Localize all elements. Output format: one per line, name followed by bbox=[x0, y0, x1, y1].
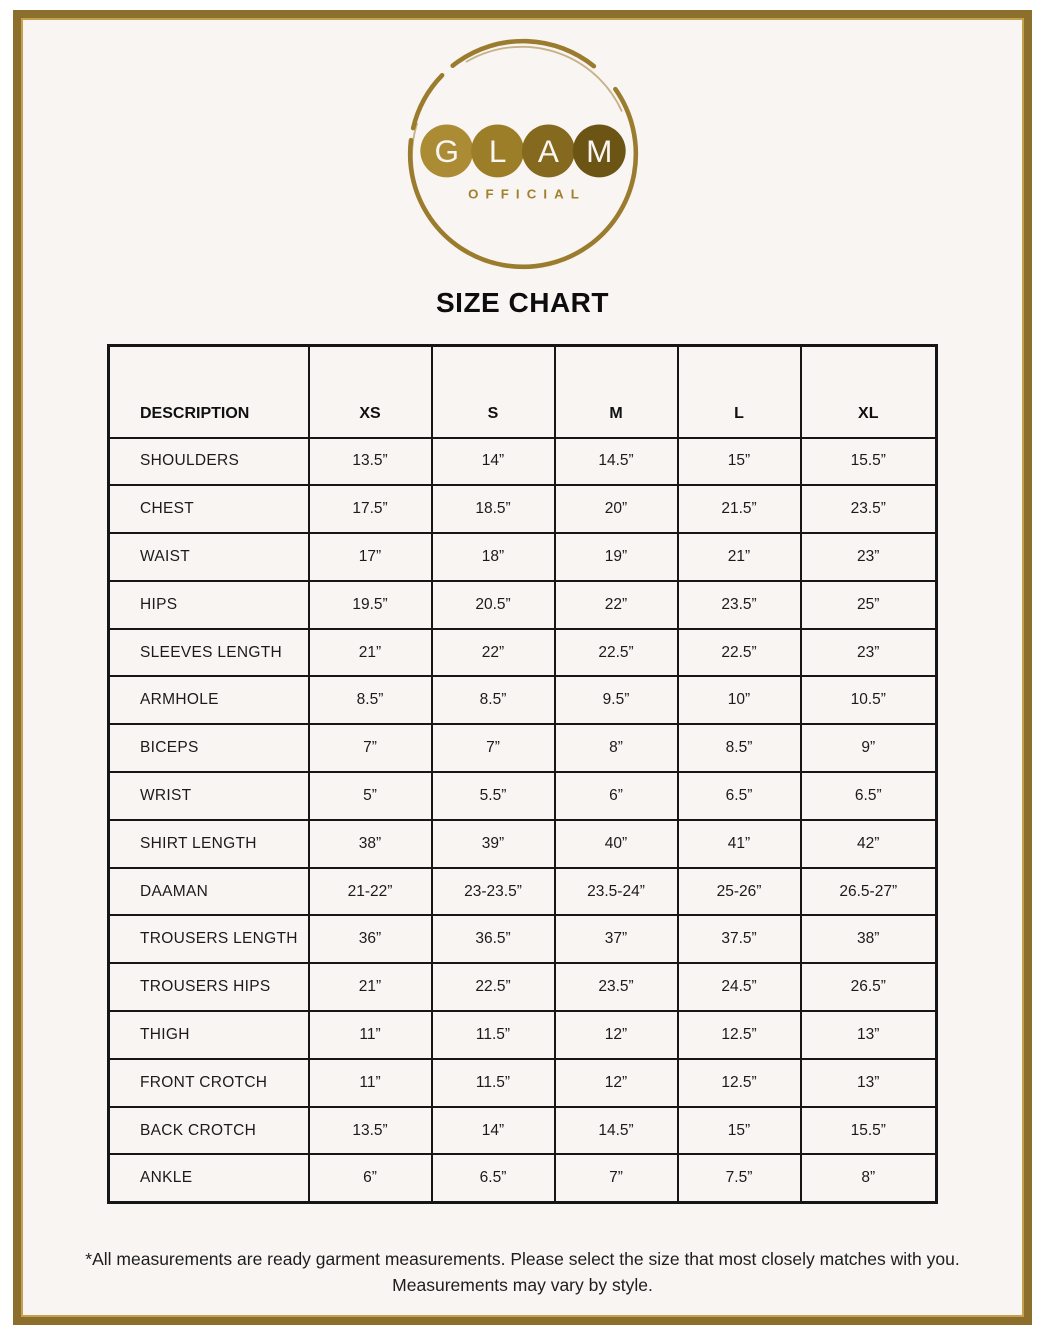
measurement-cell: 6.5” bbox=[801, 772, 937, 820]
table-row bbox=[109, 772, 937, 820]
column-header-xl: XL bbox=[801, 346, 937, 438]
measurement-cell: 8” bbox=[555, 724, 678, 772]
table-row bbox=[109, 676, 937, 724]
measurement-cell: 13” bbox=[801, 1059, 937, 1107]
measurement-cell: 23.5” bbox=[555, 963, 678, 1011]
measurement-cell: 9.5” bbox=[555, 676, 678, 724]
row-label: FRONT CROTCH bbox=[109, 1059, 309, 1107]
measurement-cell: 7” bbox=[432, 724, 555, 772]
measurement-cell: 18.5” bbox=[432, 485, 555, 533]
measurement-cell: 11.5” bbox=[432, 1011, 555, 1059]
measurement-cell: 7” bbox=[309, 724, 432, 772]
table-row bbox=[109, 581, 937, 629]
measurement-cell: 21” bbox=[309, 963, 432, 1011]
measurement-cell: 6” bbox=[309, 1154, 432, 1202]
table-row bbox=[109, 438, 937, 486]
table-row bbox=[109, 915, 937, 963]
measurement-cell: 17.5” bbox=[309, 485, 432, 533]
measurement-cell: 15.5” bbox=[801, 1107, 937, 1155]
measurement-cell: 11” bbox=[309, 1011, 432, 1059]
table-row bbox=[109, 868, 937, 916]
size-table bbox=[107, 344, 938, 1204]
table-row bbox=[109, 1154, 937, 1202]
measurement-cell: 9” bbox=[801, 724, 937, 772]
measurement-cell: 36.5” bbox=[432, 915, 555, 963]
logo-letter-l: L bbox=[488, 133, 506, 170]
row-label: SHIRT LENGTH bbox=[109, 820, 309, 868]
measurement-cell: 18” bbox=[432, 533, 555, 581]
row-label: TROUSERS LENGTH bbox=[109, 915, 309, 963]
measurement-cell: 42” bbox=[801, 820, 937, 868]
measurement-cell: 23.5” bbox=[678, 581, 801, 629]
measurement-cell: 8.5” bbox=[432, 676, 555, 724]
measurement-cell: 21” bbox=[309, 629, 432, 677]
measurement-cell: 8.5” bbox=[309, 676, 432, 724]
measurement-cell: 21” bbox=[678, 533, 801, 581]
logo-letter-g: G bbox=[433, 133, 459, 170]
measurement-cell: 6” bbox=[555, 772, 678, 820]
measurement-cell: 17” bbox=[309, 533, 432, 581]
measurement-cell: 8.5” bbox=[678, 724, 801, 772]
measurement-cell: 10.5” bbox=[801, 676, 937, 724]
table-row bbox=[109, 724, 937, 772]
row-label: THIGH bbox=[109, 1011, 309, 1059]
brand-logo bbox=[401, 34, 645, 283]
table-row bbox=[109, 1107, 937, 1155]
measurement-cell: 11” bbox=[309, 1059, 432, 1107]
measurement-cell: 36” bbox=[309, 915, 432, 963]
measurement-cell: 38” bbox=[801, 915, 937, 963]
logo-letter-m: M bbox=[585, 133, 612, 170]
measurement-cell: 5.5” bbox=[432, 772, 555, 820]
measurement-cell: 20” bbox=[555, 485, 678, 533]
measurement-cell: 41” bbox=[678, 820, 801, 868]
measurement-cell: 14.5” bbox=[555, 438, 678, 486]
measurement-cell: 14.5” bbox=[555, 1107, 678, 1155]
footer-line-1: *All measurements are ready garment measurements. Please select the size that most closely matches with you. bbox=[85, 1248, 960, 1269]
measurement-cell: 23.5” bbox=[801, 485, 937, 533]
table-row bbox=[109, 485, 937, 533]
measurement-cell: 15” bbox=[678, 438, 801, 486]
measurement-cell: 14” bbox=[432, 1107, 555, 1155]
measurement-cell: 15.5” bbox=[801, 438, 937, 486]
row-label: WAIST bbox=[109, 533, 309, 581]
column-header-s: S bbox=[432, 346, 555, 438]
measurement-cell: 19.5” bbox=[309, 581, 432, 629]
column-header-l: L bbox=[678, 346, 801, 438]
row-label: TROUSERS HIPS bbox=[109, 963, 309, 1011]
measurement-cell: 7.5” bbox=[678, 1154, 801, 1202]
measurement-cell: 12” bbox=[555, 1011, 678, 1059]
table-row bbox=[109, 1059, 937, 1107]
table-header-row bbox=[109, 346, 937, 438]
measurement-cell: 23” bbox=[801, 629, 937, 677]
row-label: CHEST bbox=[109, 485, 309, 533]
row-label: WRIST bbox=[109, 772, 309, 820]
measurement-cell: 15” bbox=[678, 1107, 801, 1155]
glam-logo-icon bbox=[401, 34, 645, 278]
measurement-cell: 5” bbox=[309, 772, 432, 820]
footer-line-2: Measurements may vary by style. bbox=[392, 1275, 653, 1295]
row-label: BICEPS bbox=[109, 724, 309, 772]
measurement-cell: 10” bbox=[678, 676, 801, 724]
row-label: SHOULDERS bbox=[109, 438, 309, 486]
measurement-cell: 13.5” bbox=[309, 438, 432, 486]
measurement-cell: 37” bbox=[555, 915, 678, 963]
measurement-cell: 24.5” bbox=[678, 963, 801, 1011]
page-frame bbox=[13, 10, 1032, 1325]
row-label: BACK CROTCH bbox=[109, 1107, 309, 1155]
table-row bbox=[109, 963, 937, 1011]
measurement-cell: 6.5” bbox=[678, 772, 801, 820]
measurement-cell: 37.5” bbox=[678, 915, 801, 963]
measurement-cell: 12.5” bbox=[678, 1011, 801, 1059]
table-row bbox=[109, 629, 937, 677]
measurement-cell: 22.5” bbox=[555, 629, 678, 677]
table-row bbox=[109, 533, 937, 581]
logo-letter-a: A bbox=[537, 133, 559, 170]
measurement-cell: 22” bbox=[432, 629, 555, 677]
measurement-cell: 21-22” bbox=[309, 868, 432, 916]
measurement-cell: 38” bbox=[309, 820, 432, 868]
measurement-cell: 22.5” bbox=[678, 629, 801, 677]
measurement-cell: 6.5” bbox=[432, 1154, 555, 1202]
column-header-xs: XS bbox=[309, 346, 432, 438]
footer-note bbox=[83, 1246, 963, 1299]
measurement-cell: 25” bbox=[801, 581, 937, 629]
measurement-cell: 23.5-24” bbox=[555, 868, 678, 916]
measurement-cell: 21.5” bbox=[678, 485, 801, 533]
measurement-cell: 23” bbox=[801, 533, 937, 581]
row-label: ANKLE bbox=[109, 1154, 309, 1202]
measurement-cell: 39” bbox=[432, 820, 555, 868]
measurement-cell: 8” bbox=[801, 1154, 937, 1202]
measurement-cell: 14” bbox=[432, 438, 555, 486]
measurement-cell: 25-26” bbox=[678, 868, 801, 916]
row-label: DAAMAN bbox=[109, 868, 309, 916]
measurement-cell: 13” bbox=[801, 1011, 937, 1059]
measurement-cell: 23-23.5” bbox=[432, 868, 555, 916]
measurement-cell: 22” bbox=[555, 581, 678, 629]
logo-subtitle: OFFICIAL bbox=[467, 186, 586, 202]
measurement-cell: 26.5-27” bbox=[801, 868, 937, 916]
table-row bbox=[109, 1011, 937, 1059]
measurement-cell: 26.5” bbox=[801, 963, 937, 1011]
measurement-cell: 40” bbox=[555, 820, 678, 868]
column-header-m: M bbox=[555, 346, 678, 438]
table-row bbox=[109, 820, 937, 868]
measurement-cell: 7” bbox=[555, 1154, 678, 1202]
measurement-cell: 11.5” bbox=[432, 1059, 555, 1107]
measurement-cell: 19” bbox=[555, 533, 678, 581]
row-label: HIPS bbox=[109, 581, 309, 629]
measurement-cell: 12.5” bbox=[678, 1059, 801, 1107]
measurement-cell: 22.5” bbox=[432, 963, 555, 1011]
row-label: ARMHOLE bbox=[109, 676, 309, 724]
column-header-description: DESCRIPTION bbox=[109, 346, 309, 438]
page-title: SIZE CHART bbox=[436, 287, 609, 318]
measurement-cell: 20.5” bbox=[432, 581, 555, 629]
row-label: SLEEVES LENGTH bbox=[109, 629, 309, 677]
measurement-cell: 12” bbox=[555, 1059, 678, 1107]
measurement-cell: 13.5” bbox=[309, 1107, 432, 1155]
